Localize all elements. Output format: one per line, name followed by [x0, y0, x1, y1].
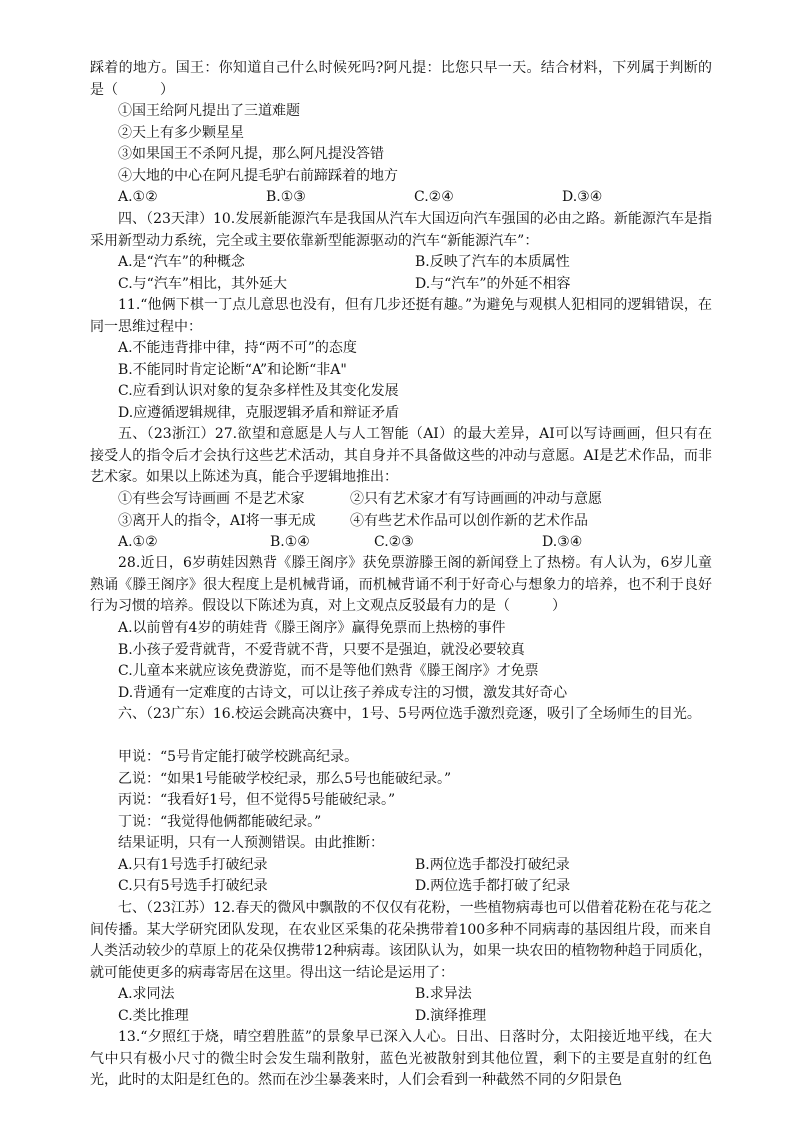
option-b: B.①④ [270, 534, 310, 550]
statement-yi: 乙说：“如果1号能破学校纪录，那么5号也能破纪录。” [118, 770, 452, 787]
option-d: D.背通有一定难度的古诗文，可以让孩子养成专注的习惯，激发其好奇心 [118, 684, 568, 701]
option-c: C.与“汽车”相比，其外延大 [118, 275, 287, 292]
option-b: B.两位选手都没打破纪录 [415, 856, 570, 873]
intro-items [90, 101, 712, 209]
option-d: D.与“汽车”的外延不相容 [415, 275, 571, 292]
option-a: A.不能违背排中律，持“两不可”的态度 [118, 340, 357, 356]
option-d: D.两位选手都打破了纪录 [415, 878, 571, 894]
option-c: C.②④ [414, 189, 454, 205]
option-a: A.求同法 [118, 986, 175, 1002]
option-c: C.只有5号选手打破纪录 [118, 878, 268, 894]
question-12: 七、（23江苏）12.春天的微风中飘散的不仅仅有花粉，一些植物病毒也可以借着花粉在花与花之间传播。某大学研究团队发现，在农业区采集的花朵携带着100多种不同病毒的基因组片段，而来自人类活动较少的草原上的花朵仅携带12种病毒。该团队认为，如果一块农田的植物物种趋于同质化，就可能使更多的病毒寄居在这里。得出这一结论是运用了： [90, 900, 712, 981]
intro-item: ③如果国王不杀阿凡提，那么阿凡提没答错 [118, 146, 384, 162]
option-b: B.不能同时肯定论断“A”和论断“非A" [118, 361, 347, 378]
q12-options [90, 984, 712, 1027]
q27-items [90, 489, 712, 554]
q27-item: ②只有艺术家才有写诗画画的冲动与意愿 [350, 491, 602, 507]
option-c: C.儿童本来就应该免费游览，而不是等他们熟背《滕王阁序》才免票 [118, 663, 539, 679]
intro-item: ②天上有多少颗星星 [118, 124, 244, 141]
q11-options [90, 338, 712, 424]
question-28: 28.近日，6岁萌娃因熟背《滕王阁序》获免票游滕王阁的新闻登上了热榜。有人认为，6岁儿童熟诵《滕王阁序》很大程度上是机械背诵，而机械背诵不利于好奇心与想象力的培养，也不利于良好行为习惯的培养。假设以下陈述为真，对上文观点反驳最有力的是（ ） [90, 555, 712, 614]
q27-item: ①有些会写诗画画 不是艺术家 [118, 491, 305, 507]
option-c: C.类比推理 [118, 1007, 189, 1024]
option-c: C.②③ [374, 534, 414, 550]
option-a: A.①② [118, 189, 158, 205]
intro-options [90, 187, 712, 209]
question-27: 五、（23浙江）27.欲望和意愿是人与人工智能（AI）的最大差异，AI可以写诗画画，但只有在接受人的指令后才会执行这些艺术活动，其自身并不具备做这些的冲动与意愿。AI是艺术作品，而非艺术家。如果以上陈述为真，能合乎逻辑地推出： [90, 426, 712, 485]
q27-item: ④有些艺术作品可以创作新的艺术作品 [350, 512, 588, 529]
option-d: D.应遵循逻辑规律，克服逻辑矛盾和辩证矛盾 [118, 404, 400, 421]
intro-question [90, 58, 712, 101]
q16-statements [90, 747, 712, 898]
option-d: D.③④ [542, 534, 583, 550]
option-a: A.①② [118, 534, 158, 550]
option-d: D.演绎推理 [415, 1007, 487, 1024]
q27-options [90, 532, 712, 554]
option-b: B.求异法 [415, 986, 472, 1002]
q28-options [90, 618, 712, 704]
intro-item: ①国王给阿凡提出了三道难题 [118, 103, 300, 119]
q16-result: 结果证明，只有一人预测错误。由此推断： [118, 835, 384, 851]
option-c: C.应看到认识对象的复杂多样性及其变化发展 [118, 383, 399, 399]
q10-options [90, 252, 712, 295]
option-b: B.反映了汽车的本质属性 [415, 254, 570, 270]
option-b: B.①③ [266, 189, 306, 205]
option-a: A.以前曾有4岁的萌娃背《滕王阁序》赢得免票而上热榜的事件 [118, 620, 506, 636]
question-13: 13.“夕照红于烧，晴空碧胜蓝”的景象早已深入人心。日出、日落时分，太阳接近地平线，在大气中只有极小尺寸的微尘时会发生瑞利散射，蓝色光被散射到其他位置，剩下的主要是直射的红色光，此时的太阳是红色的。然而在沙尘暴袭来时，人们会看到一种截然不同的夕阳景色 [90, 1029, 712, 1088]
statement-bing: 丙说：“我看好1号，但不觉得5号能破纪录。” [118, 792, 396, 808]
option-a: A.只有1号选手打破纪录 [118, 856, 268, 873]
statement-ding: 丁说：“我觉得他俩都能破纪录。” [118, 813, 322, 830]
intro-text: 踩着的地方。国王：你知道自己什么时候死吗?阿凡提：比您只早一天。结合材料，下列属于判断的是（ ） [90, 60, 712, 98]
intro-item: ④大地的中心在阿凡提毛驴右前蹄踩着的地方 [118, 167, 398, 184]
option-b: B.小孩子爱背就背，不爱背就不背，只要不是强迫，就没必要较真 [118, 641, 525, 658]
question-16: 六、（23广东）16.校运会跳高决赛中，1号、5号两位选手激烈竞逐，吸引了全场师生的目光。 [118, 706, 701, 722]
option-a: A.是“汽车”的种概念 [118, 254, 245, 270]
question-11: 11.“他俩下棋一丁点儿意思也没有，但有几步还挺有趣。”为避免与观棋人犯相同的逻辑错误，在同一思维过程中： [90, 297, 712, 335]
q27-item: ③离开人的指令，AI将一事无成 [118, 512, 316, 529]
question-10: 四、（23天津）10.发展新能源汽车是我国从汽车大国迈向汽车强国的必由之路。新能源汽车是指采用新型动力系统，完全或主要依靠新型能源驱动的汽车“新能源汽车”： [90, 211, 712, 249]
statement-jia: 甲说：“5号肯定能打破学校跳高纪录。 [118, 749, 359, 765]
option-d: D.③④ [562, 189, 603, 205]
